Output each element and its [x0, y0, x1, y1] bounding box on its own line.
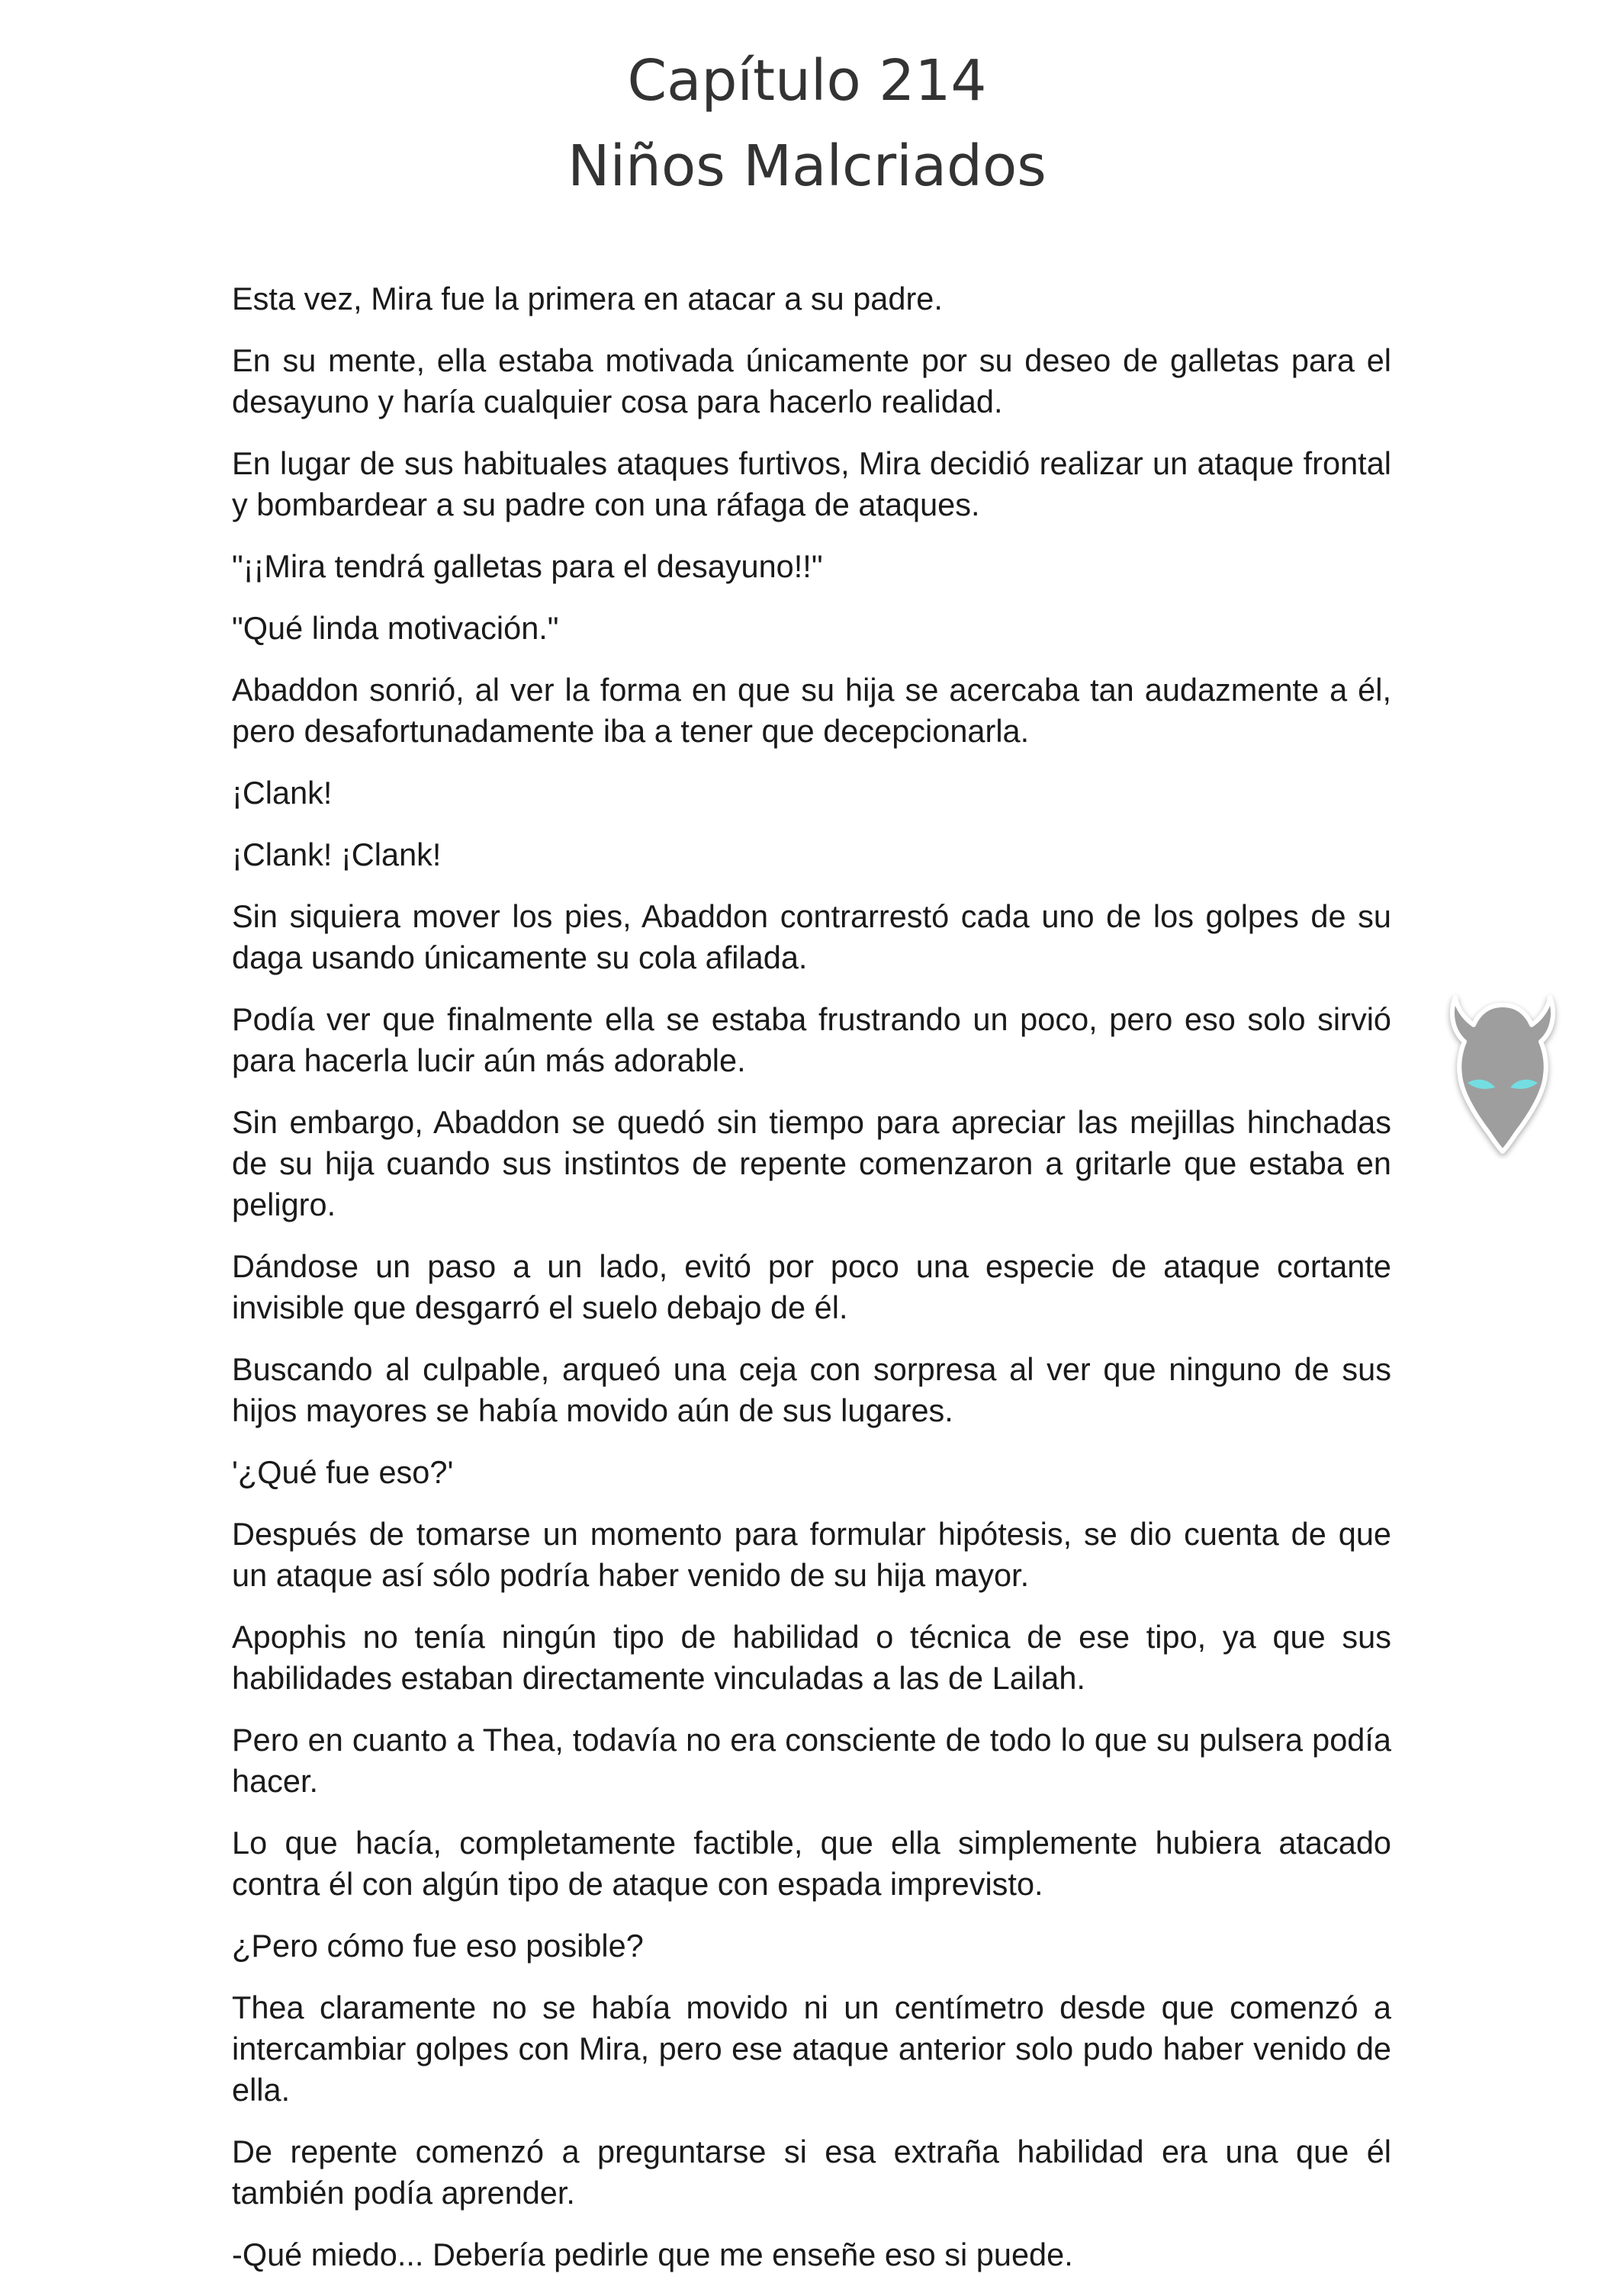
- paragraph: ¡Clank! ¡Clank!: [232, 837, 442, 872]
- chapter-body: [232, 278, 1391, 2296]
- paragraph: Buscando al culpable, arqueó una ceja con sorpresa al ver que ninguno de sus hijos mayores se había movido aún de sus lugares.: [232, 1351, 1391, 1428]
- paragraph: Podía ver que finalmente ella se estaba frustrando un poco, pero eso solo sirvió para hacerla lucir aún más adorable.: [232, 1001, 1391, 1078]
- paragraph: Después de tomarse un momento para formular hipótesis, se dio cuenta de que un ataque así sólo podría haber venido de su hija mayor.: [232, 1516, 1391, 1593]
- paragraph: -Qué miedo... Debería pedirle que me enseñe eso si puede.: [232, 2237, 1073, 2272]
- paragraph: Pero en cuanto a Thea, todavía no era consciente de todo lo que su pulsera podía hacer.: [232, 1722, 1391, 1799]
- paragraph: ¿Pero cómo fue eso posible?: [232, 1928, 644, 1964]
- chapter-number: Capítulo 214: [627, 48, 987, 114]
- paragraph: Apophis no tenía ningún tipo de habilidad o técnica de ese tipo, ya que sus habilidades estaban directamente vinculadas a las de Lailah.: [232, 1619, 1391, 1696]
- chapter-heading: [0, 38, 1614, 209]
- paragraph: Dándose un paso a un lado, evitó por poco una especie de ataque cortante invisible que desgarró el suelo debajo de él.: [232, 1248, 1391, 1325]
- paragraph: De repente comenzó a preguntarse si esa extraña habilidad era una que él también podía aprender.: [232, 2134, 1391, 2211]
- paragraph: ¡Clank!: [232, 775, 333, 811]
- paragraph: Esta vez, Mira fue la primera en atacar a su padre.: [232, 281, 943, 316]
- paragraph: Sin siquiera mover los pies, Abaddon contrarrestó cada uno de los golpes de su daga usando únicamente su cola afilada.: [232, 898, 1391, 975]
- paragraph: Thea claramente no se había movido ni un centímetro desde que comenzó a intercambiar golpes con Mira, pero ese ataque anterior solo pudo haber venido de ella.: [232, 1989, 1391, 2108]
- paragraph: Sin embargo, Abaddon se quedó sin tiempo para apreciar las mejillas hinchadas de su hija cuando sus instintos de repente comenzaron a gritarle que estaba en peligro.: [232, 1104, 1391, 1222]
- demon-head-logo-icon: [1434, 991, 1571, 1159]
- paragraph: Abaddon sonrió, al ver la forma en que su hija se acercaba tan audazmente a él, pero desafortunadamente iba a tener que decepcionarla.: [232, 672, 1391, 749]
- paragraph: "¡¡Mira tendrá galletas para el desayuno!!": [232, 548, 823, 584]
- paragraph: '¿Qué fue eso?': [232, 1454, 454, 1490]
- paragraph: En su mente, ella estaba motivada únicamente por su deseo de galletas para el desayuno y haría cualquier cosa para hacerlo realidad.: [232, 342, 1391, 419]
- paragraph: Lo que hacía, completamente factible, que ella simplemente hubiera atacado contra él con algún tipo de ataque con espada imprevisto.: [232, 1825, 1391, 1902]
- paragraph: "Qué linda motivación.": [232, 610, 559, 646]
- paragraph: En lugar de sus habituales ataques furtivos, Mira decidió realizar un ataque frontal y bombardear a su padre con una ráfaga de ataques.: [232, 445, 1391, 522]
- chapter-title: Niños Malcriados: [567, 133, 1047, 199]
